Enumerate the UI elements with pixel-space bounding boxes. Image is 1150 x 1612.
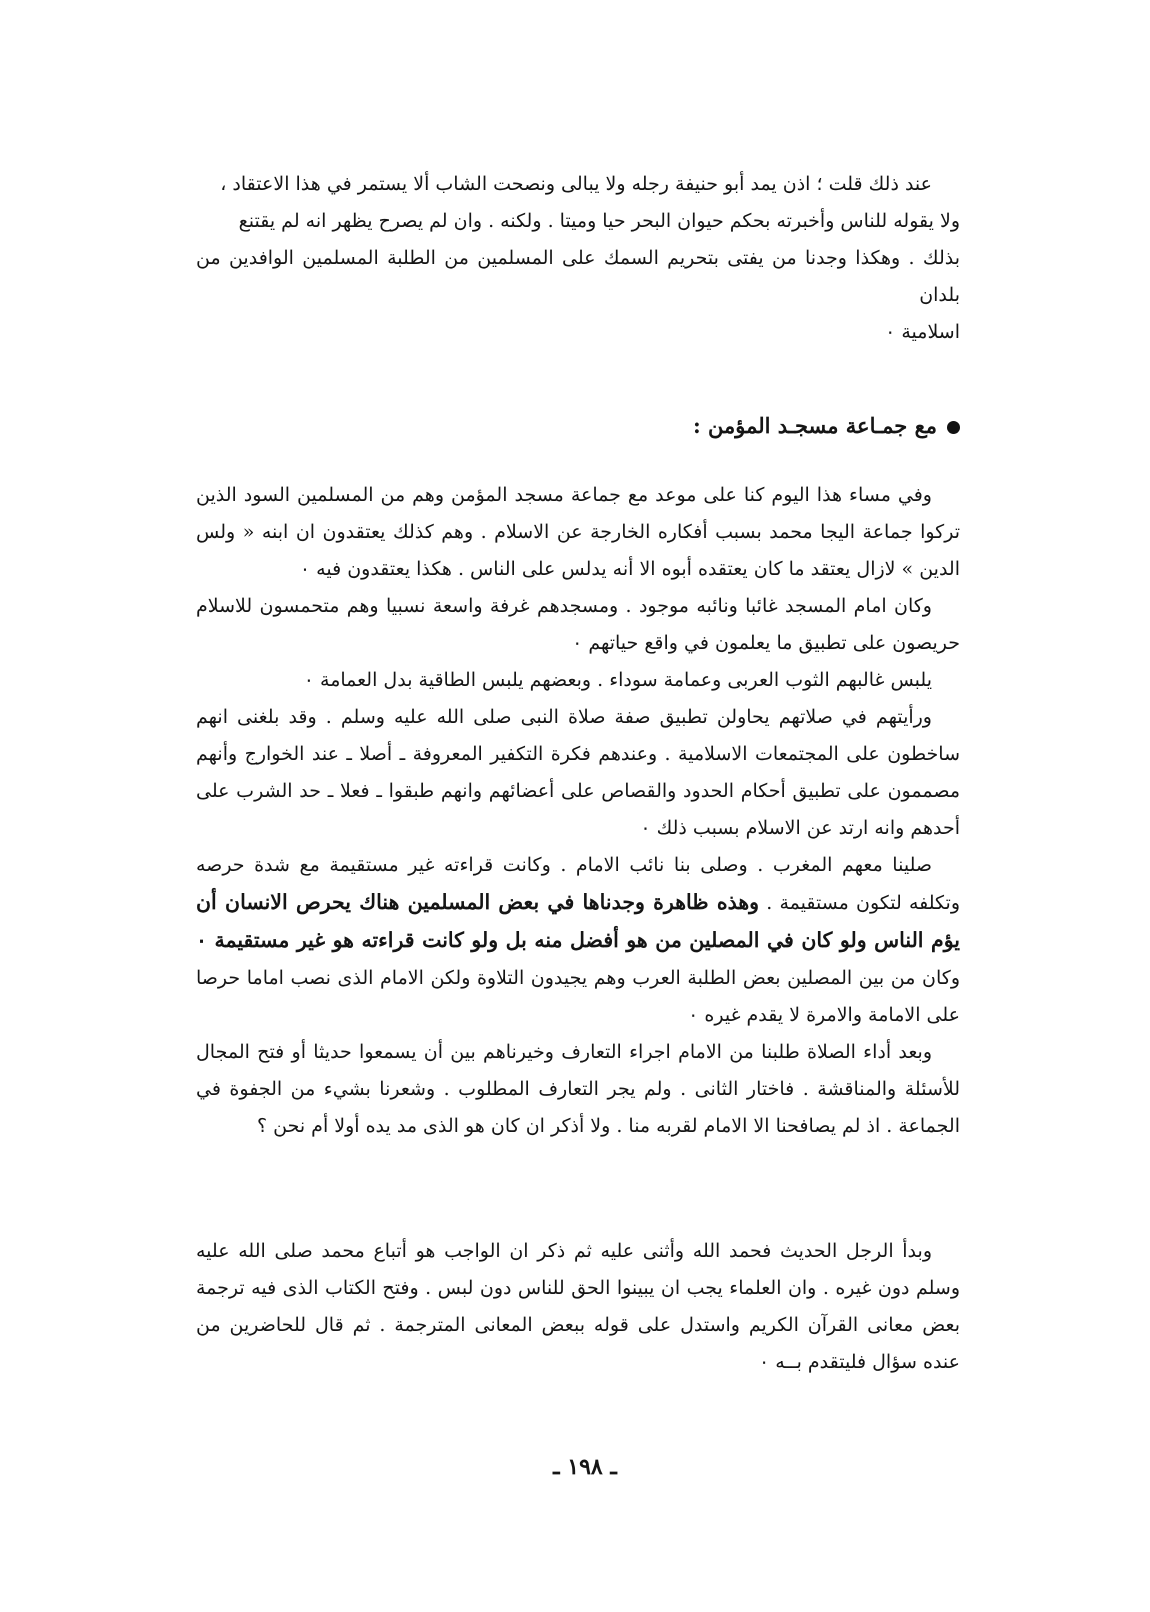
opening-line-4: اسلامية ٠: [885, 321, 960, 343]
opening-paragraph: [196, 166, 960, 351]
opening-line-1: عند ذلك قلت ؛ اذن يمد أبو حنيفة رجله ولا يبالى ونصحت الشاب ألا يستمر في هذا الاعتقاد ،: [220, 173, 932, 195]
page-number: ـ ١٩٨ ـ: [553, 1454, 617, 1480]
paragraph-5-bold-sentence: وهذه ظاهرة وجدناها في بعض المسلمين هناك يحرص الانسان أن يؤم الناس ولو كان في المصلين من هو أفضل منه بل ولو كانت قراءته هو غير مستقيمة ٠: [196, 890, 960, 952]
paragraph-1: وفي مساء هذا اليوم كنا على موعد مع جماعة مسجد المؤمن وهم من المسلمين السود الذين تركوا جماعة اليجا محمد بسبب أفكاره الخارجة عن الاسلام . وهم كذلك يعتقدون ان ابنه « ولس الدين » لازال يعتقد ما كان يعتقده أبوه الا أنه يدلس على الناس . هكذا يعتقدون فيه ٠: [196, 484, 960, 580]
paragraph-7: وبدأ الرجل الحديث فحمد الله وأثنى عليه ثم ذكر ان الواجب هو أتباع محمد صلى الله عليه وسلم دون غيره . وان العلماء يجب ان يبينوا الحق للناس دون لبس . وفتح الكتاب الذى فيه ترجمة بعض معانى القرآن الكريم واستدل على قوله ببعض المعانى المترجمة . ثم قال للحاضرين من عنده سؤال فليتقدم بــه ٠: [196, 1240, 960, 1373]
paragraph-2: وكان امام المسجد غائبا ونائبه موجود . ومسجدهم غرفة واسعة نسبيا وهم متحمسون للاسلام حريصون على تطبيق ما يعلمون في واقع حياتهم ٠: [196, 595, 960, 654]
closing-text: [196, 1233, 960, 1381]
paragraph-6: وبعد أداء الصلاة طلبنا من الامام اجراء التعارف وخيرناهم بين أن يسمعوا حديثا أو فتح المجال للأسئلة والمناقشة . فاختار الثانى . ولم يجر التعارف المطلوب . وشعرنا بشيء من الجفوة في الجماعة . اذ لم يصافحنا الا الامام لقربه منا . ولا أذكر ان كان هو الذى مد يده أولا أم نحن ؟: [196, 1041, 960, 1137]
paragraph-3: يلبس غالبهم الثوب العربى وعمامة سوداء . وبعضهم يلبس الطاقية بدل العمامة ٠: [303, 669, 932, 691]
paragraph-5-end: وكان من بين المصلين بعض الطلبة العرب وهم يجيدون التلاوة ولكن الامام الذى نصب اماما حرصا على الامامة والامرة لا يقدم غيره ٠: [196, 967, 960, 1026]
section-heading-text: مع جمـاعة مسجـد المؤمن :: [692, 413, 937, 438]
opening-line-3: بذلك . وهكذا وجدنا من يفتى بتحريم السمك على المسلمين من الطلبة المسلمين الوافدين من بلدان: [196, 247, 960, 306]
section-heading: [600, 410, 960, 442]
paragraph-5: [196, 847, 960, 1034]
body-text: [196, 477, 960, 1145]
opening-line-2: ولا يقوله للناس وأخبرته بحكم حيوان البحر حيا وميتا . ولكنه . وان لم يصرح يظهر انه لم يقتنع: [238, 210, 960, 232]
bullet-icon: [947, 421, 960, 434]
paragraph-4: ورأيتهم في صلاتهم يحاولن تطبيق صفة صلاة النبى صلى الله عليه وسلم . وقد بلغنى انهم ساخطون على المجتمعات الاسلامية . وعندهم فكرة التكفير المعروفة ـ أصلا ـ عند الخوارج وأنهم مصممون على تطبيق أحكام الحدود والقصاص على أعضائهم وانهم طبقوا ـ فعلا ـ حد الشرب على أحدهم وانه ارتد عن الاسلام بسبب ذلك ٠: [196, 706, 960, 839]
paragraph-5-start: صلينا معهم المغرب . وصلى بنا نائب الامام . وكانت قراءته غير مستقيمة مع شدة حرصه وتكلفه لتكون مستقيمة .: [196, 854, 960, 914]
